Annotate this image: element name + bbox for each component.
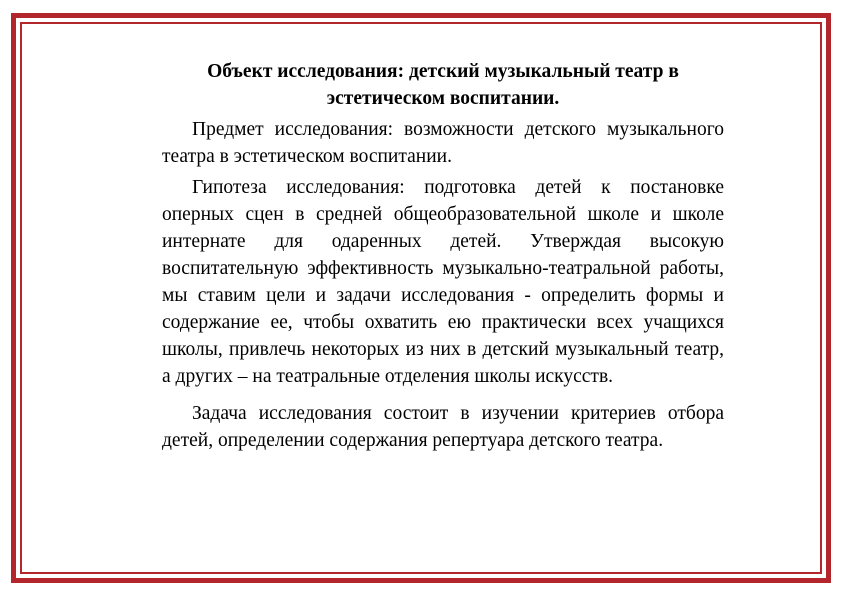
paragraph-task: Задача исследования состоит в изучении критериев отбора детей, определении содержания репертуара детского театра. [162, 403, 724, 451]
slide-content [162, 58, 724, 458]
paragraph-subject: Предмет исследования: возможности детского музыкального театра в эстетическом воспитании. [162, 119, 724, 167]
paragraph-hypothesis: Гипотеза исследования: подготовка детей к постановке оперных сцен в средней общеобразовательной школе и школе интернате для одаренных детей. Утверждая высокую воспитательную эффективность музыкально-театральной работы, мы ставим цели и задачи исследования - определить формы и содержание ее, чтобы охватить ею практически всех учащихся школы, привлечь некоторых из них в детский музыкальный театр, а других – на театральные отделения школы искусств. [162, 177, 724, 387]
slide-title: Объект исследования: детский музыкальный театр в эстетическом воспитании. [207, 61, 679, 109]
